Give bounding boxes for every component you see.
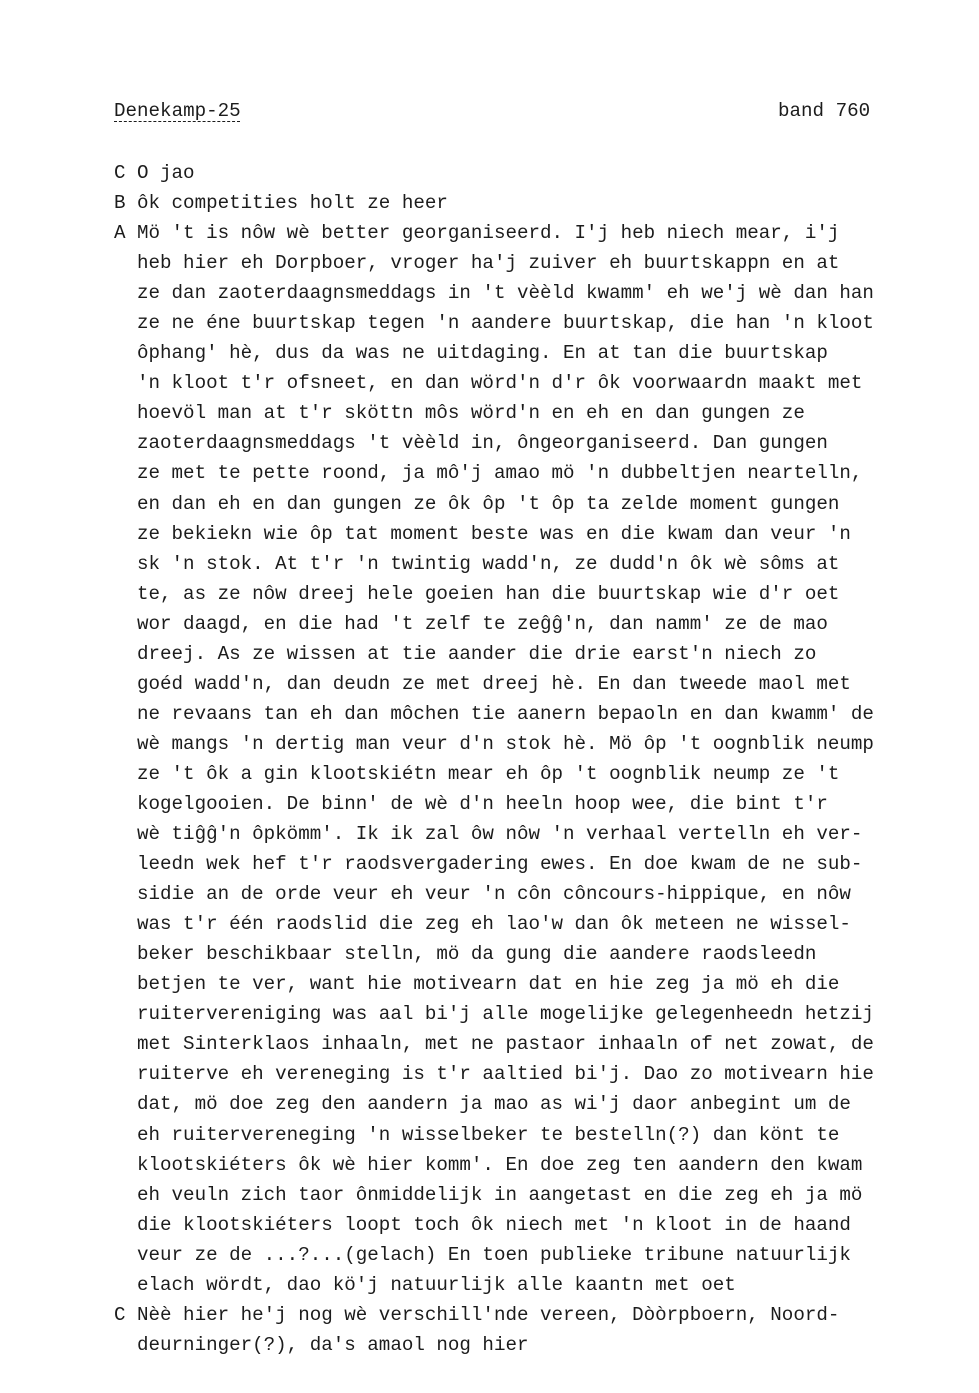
line-text: sidie an de orde veur eh veur 'n côn côncours-hippique, en nôw [137, 883, 851, 906]
transcript-line [114, 278, 874, 308]
transcript-body [114, 158, 874, 1360]
transcript-line [114, 699, 874, 729]
transcript-line [114, 248, 874, 278]
line-text: was t'r één raodslid die zeg eh lao'w dan ôk meteen ne wissel- [137, 913, 851, 936]
header-location: Denekamp-25 [114, 100, 241, 122]
line-text: goéd wadd'n, dan deudn ze met dreej hè. En dan tweede maol met [137, 672, 851, 695]
transcript-line [114, 1300, 874, 1330]
line-text: ruiterve eh vereneging is t'r aaltied bi'j. Dao zo motivearn hie [137, 1063, 874, 1086]
line-text: Mö 't is nôw wè better georganiseerd. I'j heb niech mear, i'j [137, 222, 840, 245]
speaker-label: B [114, 192, 126, 215]
line-text: ze dan zaoterdaagnsmeddags in 't vèèld kwamm' eh we'j wè dan han [137, 282, 874, 305]
line-text: met Sinterklaos inhaaln, met ne pastaor inhaaln of net zowat, de [137, 1033, 874, 1056]
line-text: zaoterdaagnsmeddags 't vèèld in, ôngeorganiseerd. Dan gungen [137, 432, 828, 455]
transcript-line [114, 1330, 874, 1360]
transcript-line [114, 1180, 874, 1210]
speaker-turn [114, 1300, 874, 1360]
transcript-line [114, 639, 874, 669]
line-text: kogelgooien. De binn' de wè d'n heeln hoop wee, die bint t'r [137, 792, 828, 815]
line-text: te, as ze nôw dreej hele goeien han die buurtskap wie d'r oet [137, 582, 840, 605]
line-text: ze ne éne buurtskap tegen 'n aandere buurtskap, die han 'n kloot [137, 312, 874, 335]
line-text: dreej. As ze wissen at tie aander die drie earst'n niech zo [137, 642, 817, 665]
transcript-line [114, 609, 874, 639]
line-text: ze bekiekn wie ôp tat moment beste was en die kwam dan veur 'n [137, 522, 851, 545]
document-header-right: band 760 [778, 100, 871, 122]
transcript-line [114, 819, 874, 849]
speaker-turn [114, 158, 874, 188]
transcript-line [114, 188, 874, 218]
line-text: ze met te pette roond, ja mô'j amao mö 'n dubbeltjen neartelln, [137, 462, 863, 485]
line-text: Nèè hier he'j nog wè verschill'nde vereen, Dòòrpboern, Noord- [137, 1303, 840, 1326]
line-text: ne revaans tan eh dan môchen tie aanern bepaoln en dan kwamm' de [137, 702, 874, 725]
transcript-line [114, 909, 874, 939]
speaker-label: A [114, 222, 126, 245]
line-text: beker beschikbaar stelln, mö da gung die aandere raodsleedn [137, 943, 817, 966]
line-text: ôk competities holt ze heer [137, 192, 448, 215]
line-text: wor daagd, en die had 't zelf te zeĝĝ'n, dan namm' ze de mao [137, 612, 828, 635]
line-text: 'n kloot t'r ofsneet, en dan wörd'n d'r ôk voorwaardn maakt met [137, 372, 863, 395]
transcript-line [114, 519, 874, 549]
speaker-turn [114, 188, 874, 218]
transcript-line [114, 999, 874, 1029]
transcript-line [114, 428, 874, 458]
line-text: elach wördt, dao kö'j natuurlijk alle kaantn met oet [137, 1273, 736, 1296]
transcript-line [114, 398, 874, 428]
transcript-line [114, 1059, 874, 1089]
line-text: klootskiéters ôk wè hier komm'. En doe zeg ten aandern den kwam [137, 1153, 863, 1176]
transcript-line [114, 849, 874, 879]
speaker-turn [114, 218, 874, 1300]
transcript-line [114, 969, 874, 999]
line-text: dat, mö doe zeg den aandern ja mao as wi'j daor anbegint um de [137, 1093, 851, 1116]
speaker-label: C [114, 162, 126, 184]
transcript-line [114, 549, 874, 579]
transcript-line [114, 789, 874, 819]
transcript-line [114, 1150, 874, 1180]
transcript-line [114, 1089, 874, 1119]
transcript-line [114, 1210, 874, 1240]
transcript-line [114, 1240, 874, 1270]
transcript-line [114, 489, 874, 519]
transcript-line [114, 759, 874, 789]
transcript-line [114, 1029, 874, 1059]
transcript-line [114, 879, 874, 909]
line-text: ze 't ôk a gin klootskiétn mear eh ôp 't oognblik neump ze 't [137, 762, 840, 785]
line-text: hoevöl man at t'r sköttn môs wörd'n en eh en dan gungen ze [137, 402, 805, 425]
line-text: betjen te ver, want hie motivearn dat en hie zeg ja mö eh die [137, 973, 840, 996]
document-header-left [114, 96, 241, 126]
transcript-line [114, 368, 874, 398]
line-text: wè mangs 'n dertig man veur d'n stok hè. Mö ôp 't oognblik neump [137, 732, 874, 755]
transcript-line [114, 669, 874, 699]
line-text: ôphang' hè, dus da was ne uitdaging. En at tan die buurtskap [137, 342, 828, 365]
transcript-line [114, 939, 874, 969]
transcript-line [114, 579, 874, 609]
line-text: eh veuln zich taor ônmiddelijk in aangetast en die zeg eh ja mö [137, 1183, 863, 1206]
line-text: deurninger(?), da's amaol nog hier [137, 1333, 529, 1356]
transcript-line [114, 218, 874, 248]
line-text: die klootskiéters loopt toch ôk niech met 'n kloot in de haand [137, 1213, 851, 1236]
transcript-line [114, 729, 874, 759]
line-text: eh ruitervereneging 'n wisselbeker te bestelln(?) dan könt te [137, 1123, 840, 1146]
transcript-line [114, 1270, 874, 1300]
transcript-line [114, 1120, 874, 1150]
line-text: heb hier eh Dorpboer, vroger ha'j zuiver eh buurtskappn en at [137, 252, 840, 275]
line-text: leedn wek hef t'r raodsvergadering ewes. En doe kwam de ne sub- [137, 853, 863, 876]
line-text: veur ze de ...?...(gelach) En toen publieke tribune natuurlijk [137, 1243, 851, 1266]
transcript-line [114, 158, 874, 188]
line-text: wè tiĝĝ'n ôpkömm'. Ik ik zal ôw nôw 'n verhaal vertelln eh ver- [137, 823, 863, 846]
transcript-line [114, 458, 874, 488]
line-text: sk 'n stok. At t'r 'n twintig wadd'n, ze dudd'n ôk wè sôms at [137, 552, 840, 575]
line-text: O jao [137, 162, 195, 184]
line-text: en dan eh en dan gungen ze ôk ôp 't ôp ta zelde moment gungen [137, 492, 840, 515]
line-text: ruitervereniging was aal bi'j alle mogelijke gelegenheedn hetzij [137, 1003, 874, 1026]
transcript-line [114, 308, 874, 338]
transcript-line [114, 338, 874, 368]
speaker-label: C [114, 1303, 126, 1326]
